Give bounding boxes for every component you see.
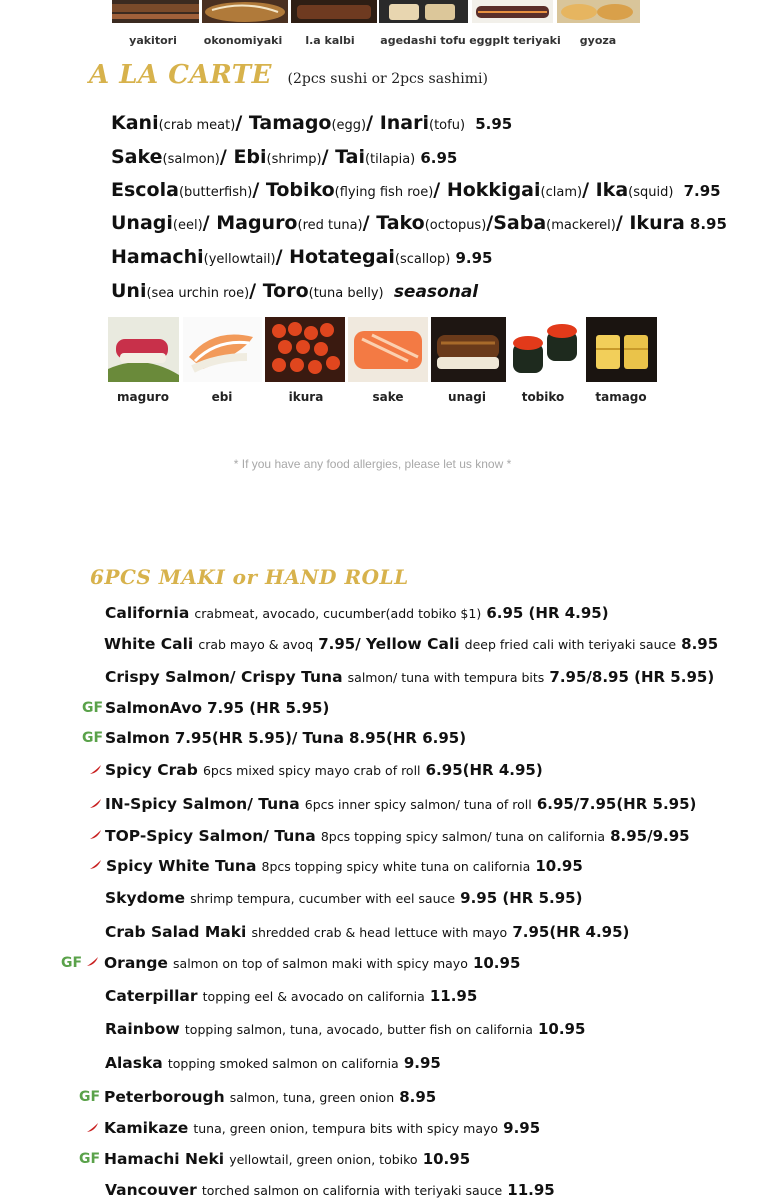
price: 6.95 — [420, 149, 458, 167]
alacarte-line: Kani(crab meat)/ Tamago(egg)/ Inari(tofu) 5.95 — [111, 112, 513, 134]
chili-pepper-icon — [86, 1121, 100, 1133]
roll-kamikaze: Kamikaze tuna, green onion, tempura bits with spicy mayo 9.95 — [104, 1119, 541, 1137]
caption-gyoza: gyoza — [579, 34, 617, 47]
maguro-photo — [108, 317, 179, 382]
sake-photo — [348, 317, 428, 382]
okonomiyaki-photo — [202, 0, 288, 23]
caption-agedashi-tofu: agedashi tofu — [380, 34, 466, 47]
caption-sake: sake — [372, 390, 404, 404]
roll-salmonavo: SalmonAvo 7.95 (HR 5.95) — [105, 699, 330, 717]
gf-badge: GF — [82, 700, 104, 716]
alacarte-line: Escola(butterfish)/ Tobiko(flying fish roe)/ Hokkigai(clam)/ Ika(squid) 7.95 — [111, 179, 721, 201]
caption-eggplant-teriyaki: eggplt teriyaki — [469, 34, 561, 47]
alacarte-line: Uni(sea urchin roe)/ Toro(tuna belly) seasonal — [111, 280, 479, 302]
price: 5.95 — [475, 115, 513, 133]
alacarte-title: A LA CARTE — [89, 60, 272, 90]
roll-white-cali: White Cali crab mayo & avoq 7.95/ Yellow Cali deep fried cali with teriyaki sauce 8.95 — [104, 635, 719, 653]
caption-yakitori: yakitori — [129, 34, 177, 47]
alacarte-line: Hamachi(yellowtail)/ Hotategai(scallop) 9.95 — [111, 246, 493, 268]
caption-ebi: ebi — [211, 390, 233, 404]
roll-orange: Orange salmon on top of salmon maki with spicy mayo 10.95 — [104, 954, 521, 972]
gyoza-photo — [557, 0, 640, 23]
chili-pepper-icon — [86, 955, 100, 967]
alacarte-line: Sake(salmon)/ Ebi(shrimp)/ Tai(tilapia) 6.95 — [111, 146, 458, 168]
price: 7.95 — [683, 182, 721, 200]
eggplant-teriyaki-photo — [472, 0, 553, 23]
agedashi-tofu-photo — [379, 0, 468, 23]
alacarte-note: (2pcs sushi or 2pcs sashimi) — [287, 71, 488, 87]
chili-pepper-icon — [89, 828, 103, 840]
roll-caterpillar: Caterpillar topping eel & avocado on california 11.95 — [105, 987, 478, 1005]
caption-la-kalbi: l.a kalbi — [305, 34, 355, 47]
tamago-photo — [586, 317, 657, 382]
roll-california: California crabmeat, avocado, cucumber(add tobiko $1) 6.95 (HR 4.95) — [105, 604, 609, 622]
roll-skydome: Skydome shrimp tempura, cucumber with eel sauce 9.95 (HR 5.95) — [105, 889, 583, 907]
alacarte-heading — [89, 60, 488, 90]
roll-spicy-white-tuna: Spicy White Tuna 8pcs topping spicy white tuna on california 10.95 — [106, 857, 583, 875]
caption-unagi: unagi — [448, 390, 486, 404]
roll-salmon-tuna: Salmon 7.95(HR 5.95)/ Tuna 8.95(HR 6.95) — [105, 729, 467, 747]
roll-rainbow: Rainbow topping salmon, tuna, avocado, butter fish on california 10.95 — [105, 1020, 586, 1038]
unagi-photo — [431, 317, 506, 382]
chili-pepper-icon — [89, 858, 103, 870]
tobiko-photo — [509, 317, 582, 382]
allergy-note: * If you have any food allergies, please let us know * — [233, 457, 512, 471]
caption-ikura: ikura — [288, 390, 324, 404]
roll-hamachi-neki: Hamachi Neki yellowtail, green onion, tobiko 10.95 — [104, 1150, 471, 1168]
gf-badge: GF — [79, 1151, 101, 1167]
la-kalbi-photo — [291, 0, 377, 23]
price: 9.95 — [455, 249, 493, 267]
roll-top-spicy: TOP-Spicy Salmon/ Tuna 8pcs topping spicy salmon/ tuna on california 8.95/9.95 — [105, 827, 690, 845]
ebi-photo — [183, 317, 262, 382]
seasonal-label: seasonal — [393, 282, 479, 302]
gf-badge: GF — [79, 1089, 101, 1105]
roll-alaska: Alaska topping smoked salmon on california 9.95 — [105, 1054, 441, 1072]
roll-crab-salad: Crab Salad Maki shredded crab & head lettuce with mayo 7.95(HR 4.95) — [105, 923, 630, 941]
alacarte-line: Unagi(eel)/ Maguro(red tuna)/ Tako(octopus)/Saba(mackerel)/ Ikura 8.95 — [111, 212, 727, 234]
ikura-photo — [265, 317, 345, 382]
price: 8.95 — [689, 215, 727, 233]
gf-badge: GF — [82, 730, 104, 746]
caption-tobiko: tobiko — [521, 390, 565, 404]
gf-badge: GF — [61, 955, 83, 971]
roll-spicy-crab: Spicy Crab 6pcs mixed spicy mayo crab of roll 6.95(HR 4.95) — [105, 761, 543, 779]
maki-title: 6PCS MAKI or HAND ROLL — [90, 565, 409, 589]
caption-maguro: maguro — [117, 390, 169, 404]
roll-vancouver: Vancouver torched salmon on california with teriyaki sauce 11.95 — [105, 1181, 555, 1199]
roll-crispy: Crispy Salmon/ Crispy Tuna salmon/ tuna with tempura bits 7.95/8.95 (HR 5.95) — [105, 668, 715, 686]
chili-pepper-icon — [89, 797, 103, 809]
caption-okonomiyaki: okonomiyaki — [203, 34, 283, 47]
chili-pepper-icon — [89, 763, 103, 775]
roll-in-spicy: IN-Spicy Salmon/ Tuna 6pcs inner spicy salmon/ tuna of roll 6.95/7.95(HR 5.95) — [105, 795, 697, 813]
caption-tamago: tamago — [595, 390, 647, 404]
roll-peterborough: Peterborough salmon, tuna, green onion 8.95 — [104, 1088, 437, 1106]
yakitori-photo — [112, 0, 199, 23]
